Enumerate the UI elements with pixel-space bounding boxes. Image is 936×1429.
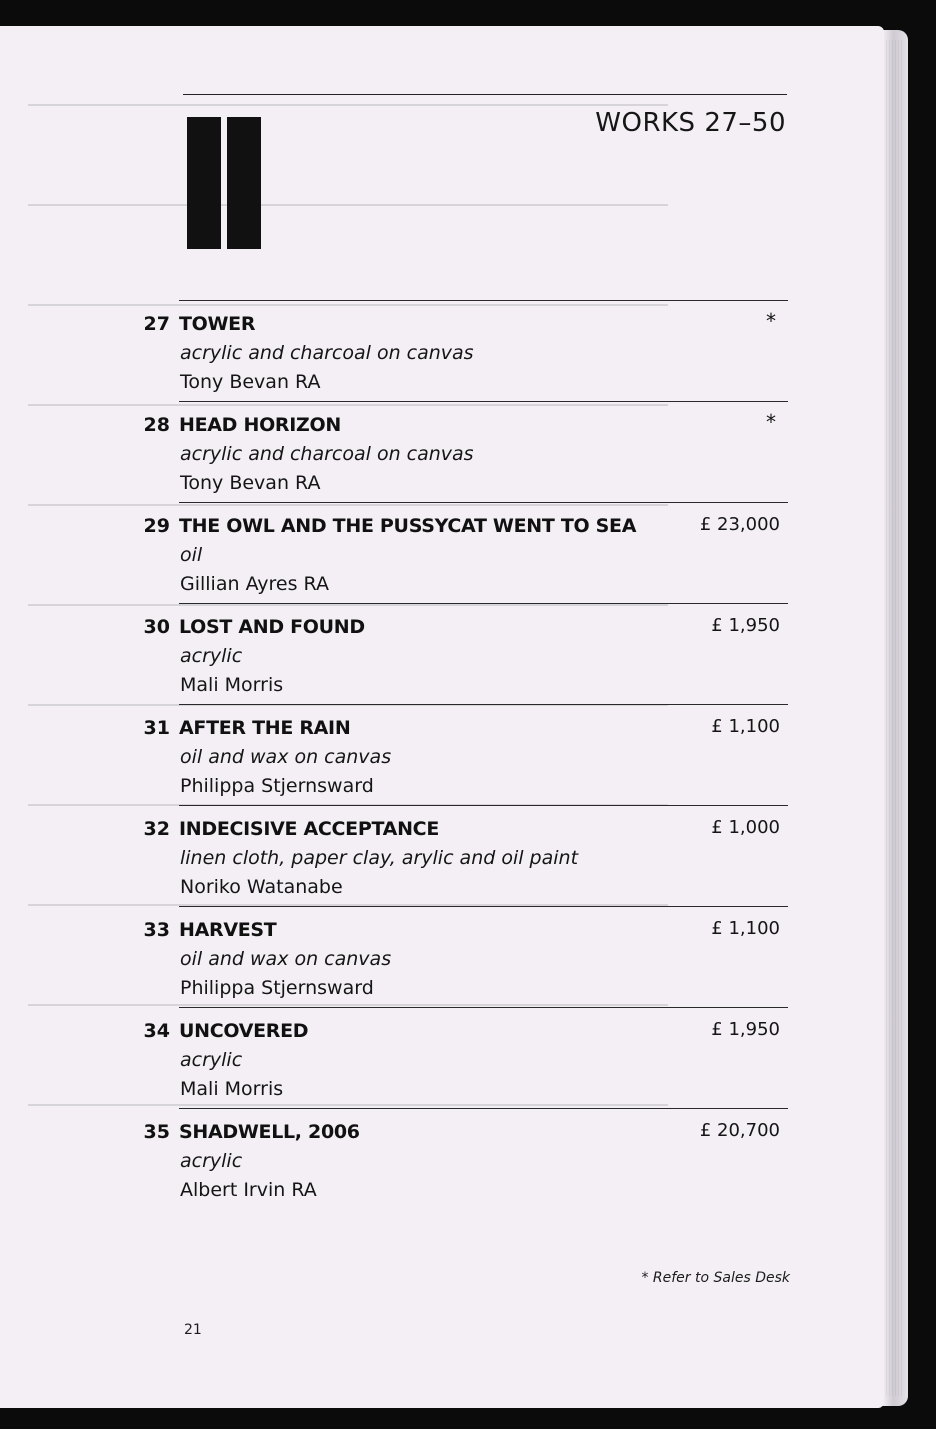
work-medium: acrylic and charcoal on canvas	[180, 443, 474, 465]
entry-rule	[179, 1108, 788, 1109]
work-number: 33	[143, 919, 170, 941]
work-medium: acrylic	[180, 1150, 243, 1172]
section-title: WORKS 27–50	[595, 108, 786, 138]
section-roman-numeral-mark	[183, 117, 263, 249]
sales-desk-footnote: * Refer to Sales Desk	[641, 1270, 790, 1286]
work-title: INDECISIVE ACCEPTANCE	[179, 818, 439, 840]
work-medium: acrylic	[180, 645, 243, 667]
work-number: 28	[143, 414, 170, 436]
work-number: 31	[143, 717, 170, 739]
work-price: *	[766, 410, 776, 434]
work-price: £ 1,950	[711, 615, 780, 636]
work-title: TOWER	[179, 313, 256, 335]
work-artist: Tony Bevan RA	[180, 472, 321, 494]
work-price: £ 1,950	[711, 1019, 780, 1040]
work-entry	[0, 1007, 884, 1108]
work-price: £ 20,700	[699, 1120, 780, 1141]
work-entry	[0, 401, 884, 502]
work-number: 29	[143, 515, 170, 537]
entry-rule	[179, 704, 788, 705]
work-price: £ 1,000	[711, 817, 780, 838]
entry-rule	[179, 906, 788, 907]
work-price: *	[766, 309, 776, 333]
work-artist: Philippa Stjernsward	[180, 977, 374, 999]
work-artist: Noriko Watanabe	[180, 876, 343, 898]
work-title: HEAD HORIZON	[179, 414, 341, 436]
work-entry	[0, 502, 884, 603]
catalogue-page	[0, 26, 884, 1408]
work-number: 27	[143, 313, 170, 335]
work-medium: acrylic and charcoal on canvas	[180, 342, 474, 364]
work-artist: Gillian Ayres RA	[180, 573, 329, 595]
header-rule	[183, 94, 787, 95]
work-medium: oil	[180, 544, 203, 566]
work-entry	[0, 300, 884, 401]
work-artist: Mali Morris	[180, 1078, 284, 1100]
work-artist: Philippa Stjernsward	[180, 775, 374, 797]
work-number: 35	[143, 1121, 170, 1143]
work-entry	[0, 704, 884, 805]
work-entry	[0, 603, 884, 704]
work-medium: linen cloth, paper clay, arylic and oil paint	[180, 847, 579, 869]
work-title: HARVEST	[179, 919, 277, 941]
work-medium: acrylic	[180, 1049, 243, 1071]
work-number: 30	[143, 616, 170, 638]
ghost-rule	[28, 204, 668, 206]
work-price: £ 23,000	[699, 514, 780, 535]
entry-rule	[179, 805, 788, 806]
work-artist: Albert Irvin RA	[180, 1179, 317, 1201]
work-number: 34	[143, 1020, 170, 1042]
entry-rule	[179, 401, 788, 402]
entry-rule	[179, 502, 788, 503]
work-price: £ 1,100	[711, 716, 780, 737]
work-price: £ 1,100	[711, 918, 780, 939]
work-medium: oil and wax on canvas	[180, 948, 392, 970]
numeral-bar	[227, 117, 261, 249]
work-entry	[0, 906, 884, 1007]
work-title: AFTER THE RAIN	[179, 717, 351, 739]
numeral-bar	[187, 117, 221, 249]
work-artist: Mali Morris	[180, 674, 284, 696]
work-title: LOST AND FOUND	[179, 616, 365, 638]
entry-rule	[179, 603, 788, 604]
work-title: UNCOVERED	[179, 1020, 309, 1042]
work-title: SHADWELL, 2006	[179, 1121, 360, 1143]
work-medium: oil and wax on canvas	[180, 746, 392, 768]
ghost-rule	[28, 104, 668, 106]
entry-rule	[179, 1007, 788, 1008]
work-entry	[0, 805, 884, 906]
work-entry	[0, 1108, 884, 1209]
work-title: THE OWL AND THE PUSSYCAT WENT TO SEA	[179, 515, 637, 537]
page-number: 21	[184, 1322, 202, 1338]
work-number: 32	[143, 818, 170, 840]
work-artist: Tony Bevan RA	[180, 371, 321, 393]
entry-rule	[179, 300, 788, 301]
